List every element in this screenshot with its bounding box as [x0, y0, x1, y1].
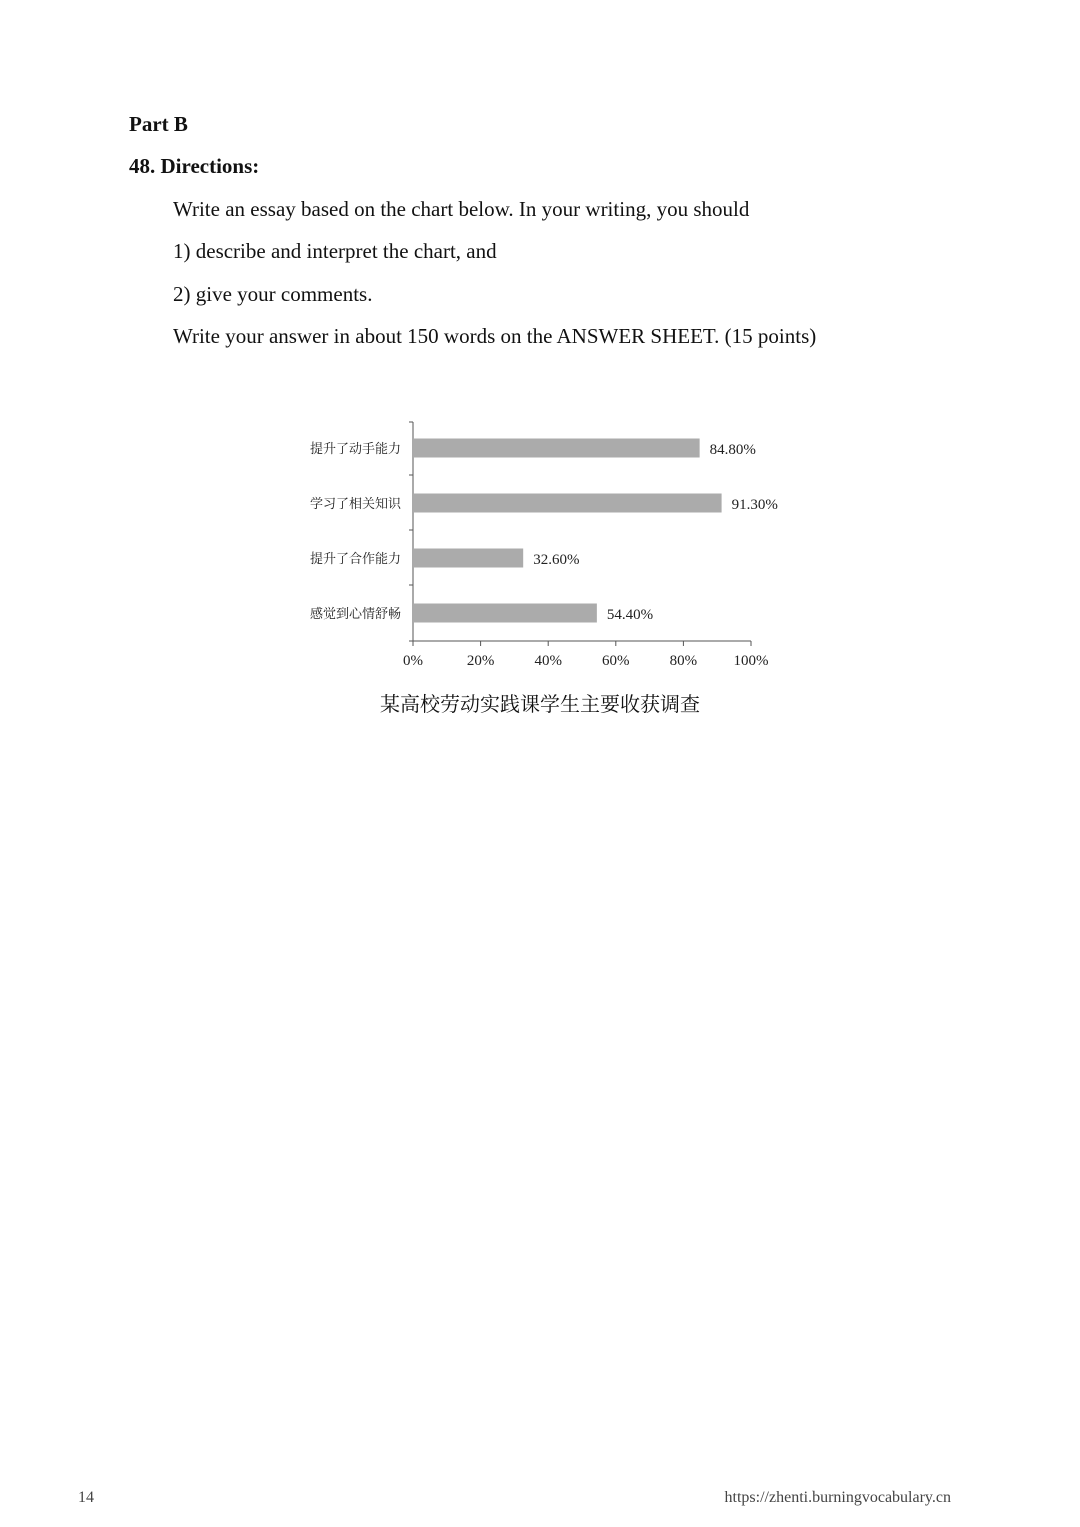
footer-url: https://zhenti.burningvocabulary.cn: [724, 1489, 951, 1506]
direction-line: Write an essay based on the chart below. In your writing, you should: [173, 197, 750, 221]
category-label: 提升了合作能力: [309, 552, 401, 567]
data-label: 91.30%: [731, 497, 778, 513]
x-tick-label: 0%: [403, 653, 423, 669]
category-label: 学习了相关知识: [309, 497, 401, 512]
bar: [414, 604, 597, 623]
bar: [414, 439, 700, 458]
data-label: 32.60%: [533, 552, 580, 568]
category-label: 提升了动手能力: [309, 442, 401, 457]
section-heading: Part B: [129, 112, 188, 136]
x-tick-label: 20%: [466, 653, 495, 669]
bar: [414, 549, 523, 568]
category-label: 感觉到心情舒畅: [309, 607, 401, 622]
bar: [414, 494, 722, 513]
data-label: 54.40%: [606, 607, 654, 623]
x-tick-label: 60%: [602, 653, 630, 669]
direction-line: Write your answer in about 150 words on the ANSWER SHEET. (15 points): [173, 324, 817, 348]
bar-chart: [0, 400, 1080, 730]
page-number: 14: [78, 1489, 94, 1506]
x-tick-label: 40%: [534, 653, 562, 669]
question-heading: 48. Directions:: [129, 154, 260, 178]
x-tick-label: 80%: [669, 653, 698, 669]
direction-line: 2) give your comments.: [173, 282, 373, 306]
chart-title: 某高校劳动实践课学生主要收获调查: [380, 692, 700, 716]
data-label: 84.80%: [709, 442, 756, 458]
x-tick-label: 100%: [733, 653, 769, 669]
direction-line: 1) describe and interpret the chart, and: [173, 239, 497, 263]
